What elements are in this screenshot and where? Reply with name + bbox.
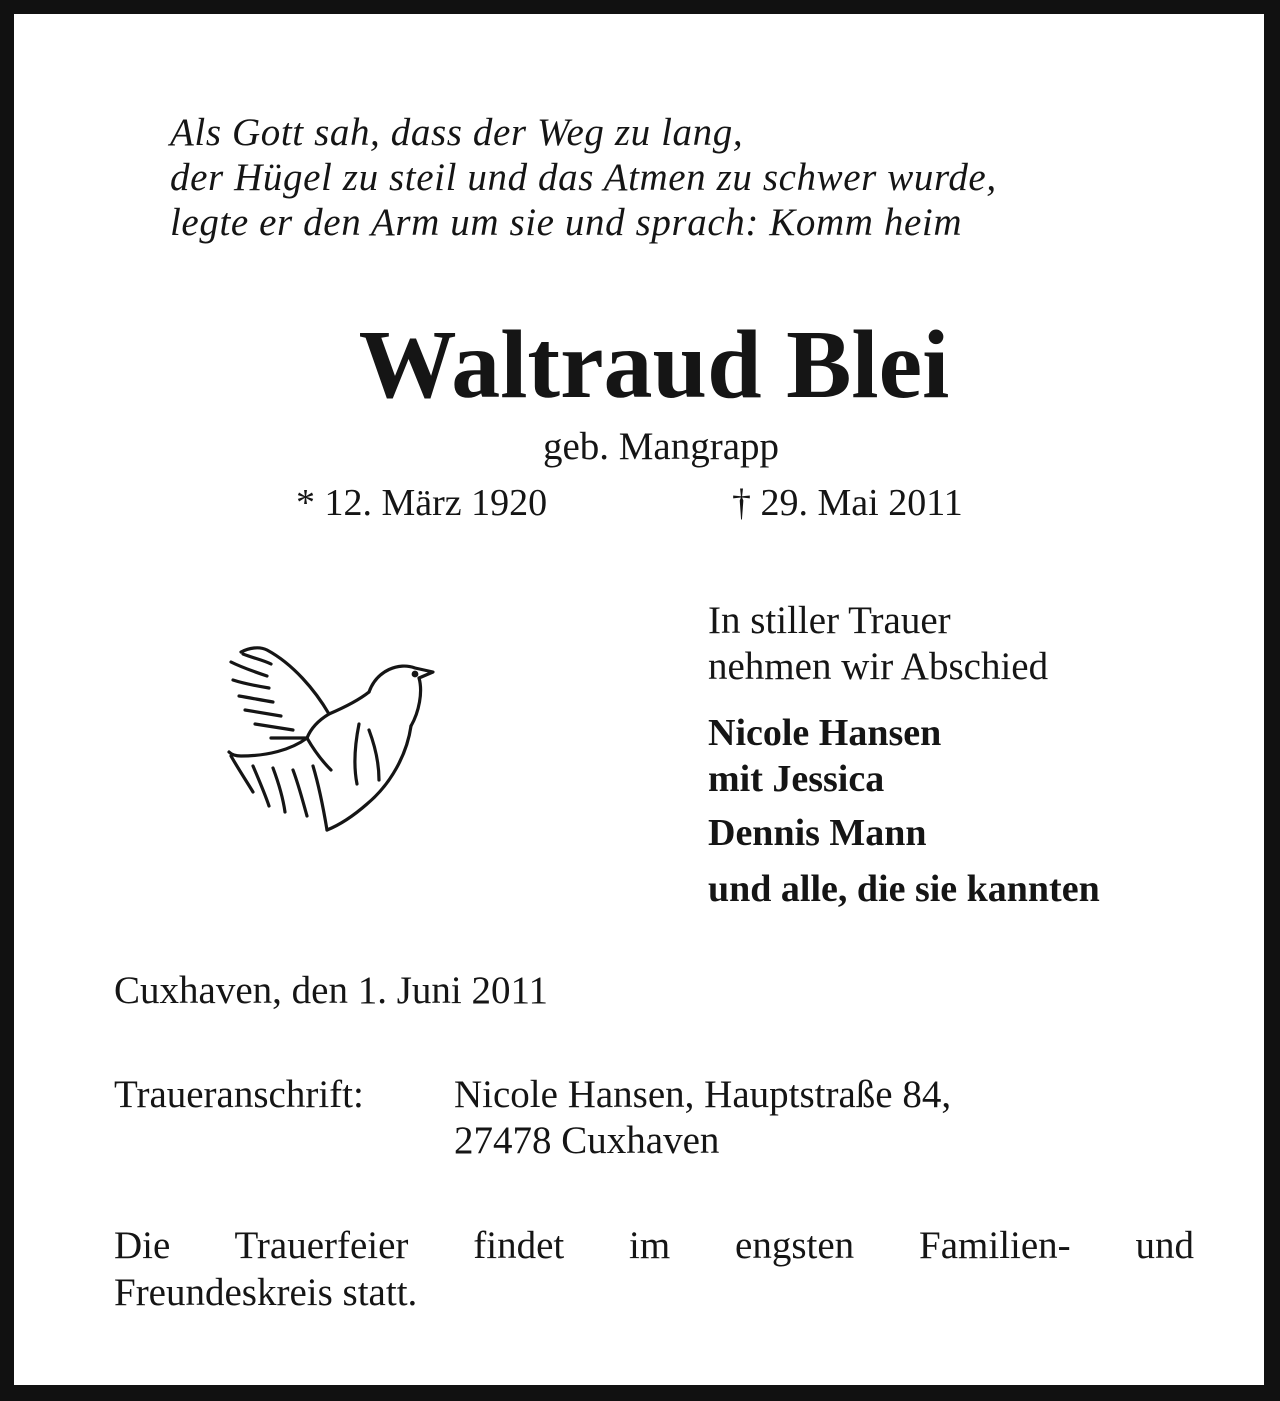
mourner-name-3: Dennis Mann [708, 812, 927, 854]
death-date: † 29. Mai 2011 [732, 482, 963, 524]
birth-name: geb. Mangrapp [542, 425, 780, 468]
address-label: Traueranschrift: [114, 1073, 364, 1116]
mourner-name-1: Nicole Hansen [708, 712, 942, 754]
poem-line-2: der Hügel zu steil und das Atmen zu schwer wurde, [170, 156, 997, 199]
mourning-intro-line-1: In stiller Trauer [708, 599, 951, 642]
funeral-notice-line-2: Freundeskreis statt. [114, 1271, 418, 1314]
funeral-notice-line-1: Die Trauerfeier findet im engsten Familien- und [114, 1224, 1194, 1267]
address-line-2: 27478 Cuxhaven [454, 1119, 720, 1162]
birth-date: * 12. März 1920 [296, 482, 548, 524]
dove-icon [219, 634, 449, 844]
place-and-date: Cuxhaven, den 1. Juni 2011 [114, 969, 549, 1012]
address-line-1: Nicole Hansen, Hauptstraße 84, [454, 1073, 952, 1116]
mourning-intro [708, 598, 1048, 690]
mourning-intro-line-2: nehmen wir Abschied [708, 645, 1049, 688]
deceased-name: Waltraud Blei [358, 311, 950, 419]
mourner-name-4: und alle, die sie kannten [708, 868, 1100, 910]
funeral-notice [114, 1222, 1194, 1316]
poem-line-1: Als Gott sah, dass der Weg zu lang, [170, 111, 744, 154]
poem-verse [170, 110, 997, 245]
mourner-name-2: mit Jessica [708, 758, 885, 800]
poem-line-3: legte er den Arm um sie und sprach: Komm heim [170, 201, 963, 244]
